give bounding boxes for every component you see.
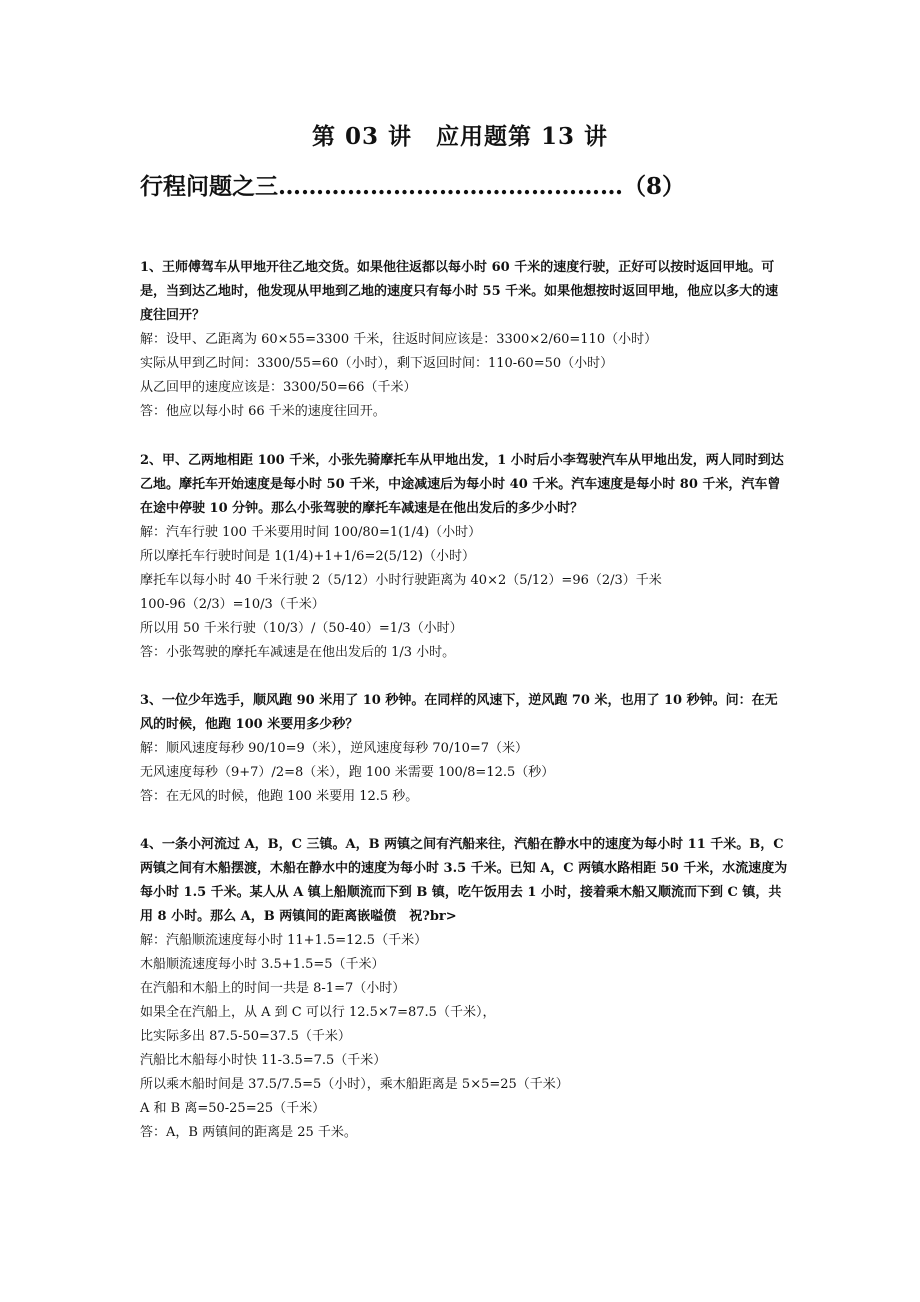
solution-line: 解：汽车行驶 100 千米要用时间 100/80=1(1/4)（小时） (140, 525, 482, 540)
problem-4 (140, 833, 790, 1145)
answer-line: 答：小张驾驶的摩托车减速是在他出发后的 1/3 小时。 (140, 645, 456, 660)
solution-line: 解：设甲、乙距离为 60×55=3300 千米，往返时间应该是：3300×2/60=110（小时） (140, 332, 658, 347)
solution-line: 100-96（2/3）=10/3（千米） (140, 597, 325, 612)
problem-1 (140, 256, 790, 424)
answer-line: 答：A，B 两镇间的距离是 25 千米。 (140, 1125, 357, 1140)
section-subtitle: 行程问题之三………………………………………（8） (140, 173, 686, 200)
solution-line: 实际从甲到乙时间：3300/55=60（小时），剩下返回时间：110-60=50（小时） (140, 356, 614, 371)
solution-line: 无风速度每秒（9+7）/2=8（米），跑 100 米需要 100/8=12.5（秒） (140, 765, 555, 780)
solution-line: 木船顺流速度每小时 3.5+1.5=5（千米） (140, 957, 385, 972)
solution-line: 如果全在汽船上，从 A 到 C 可以行 12.5×7=87.5（千米）， (140, 1005, 496, 1020)
problem-question: 1、王师傅驾车从甲地开往乙地交货。如果他往返都以每小时 60 千米的速度行驶，正好可以按时返回甲地。可是，当到达乙地时，他发现从甲地到乙地的速度只有每小时 55 千米。如果他想按时返回甲地，他应以多大的速度往回开？ (140, 260, 779, 323)
problem-question: 4、一条小河流过 A，B，C 三镇。A，B 两镇之间有汽船来往，汽船在静水中的速度为每小时 11 千米。B，C 两镇之间有木船摆渡，木船在静水中的速度为每小时 3.5 千米。已知 A，C 两镇水路相距 50 千米，水流速度为每小时 1.5 千米。某人从 A 镇上船顺流而下到 B 镇，吃午饭用去 1 小时，接着乘木船又顺流而下到 C 镇，共用 8 小时。那么 A，B 两镇间的距离嵌嗌偾 祝?br> (140, 837, 788, 924)
solution-line: A 和 B 离=50-25=25（千米） (140, 1101, 326, 1116)
solution-line: 解：汽船顺流速度每小时 11+1.5=12.5（千米） (140, 933, 428, 948)
solution-line: 汽船比木船每小时快 11-3.5=7.5（千米） (140, 1053, 387, 1068)
problem-question: 3、一位少年选手，顺风跑 90 米用了 10 秒钟。在同样的风速下，逆风跑 70 米，也用了 10 秒钟。问：在无风的时候，他跑 100 米要用多少秒？ (140, 693, 778, 732)
solution-line: 从乙回甲的速度应该是：3300/50=66（千米） (140, 380, 417, 395)
page-title: 第 03 讲 应用题第 13 讲 (311, 123, 609, 150)
problem-2 (140, 449, 790, 665)
solution-line: 在汽船和木船上的时间一共是 8-1=7（小时） (140, 981, 406, 996)
solution-line: 所以用 50 千米行驶（10/3）/（50-40）=1/3（小时） (140, 621, 463, 636)
solution-line: 所以摩托车行驶时间是 1(1/4)+1+1/6=2(5/12)（小时） (140, 549, 475, 564)
solution-line: 所以乘木船时间是 37.5/7.5=5（小时），乘木船距离是 5×5=25（千米） (140, 1077, 569, 1092)
solution-line: 比实际多出 87.5-50=37.5（千米） (140, 1029, 351, 1044)
problem-question: 2、甲、乙两地相距 100 千米，小张先骑摩托车从甲地出发，1 小时后小李驾驶汽车从甲地出发，两人同时到达乙地。摩托车开始速度是每小时 50 千米，中途减速后为每小时 40 千米。汽车速度是每小时 80 千米，汽车曾在途中停驶 10 分钟。那么小张驾驶的摩托车减速是在他出发后的多少小时？ (140, 453, 784, 516)
solution-line: 摩托车以每小时 40 千米行驶 2（5/12）小时行驶距离为 40×2（5/12）=96（2/3）千米 (140, 573, 662, 588)
answer-line: 答：在无风的时候，他跑 100 米要用 12.5 秒。 (140, 789, 419, 804)
problem-3 (140, 689, 790, 809)
answer-line: 答：他应以每小时 66 千米的速度往回开。 (140, 404, 386, 419)
solution-line: 解：顺风速度每秒 90/10=9（米），逆风速度每秒 70/10=7（米） (140, 741, 529, 756)
